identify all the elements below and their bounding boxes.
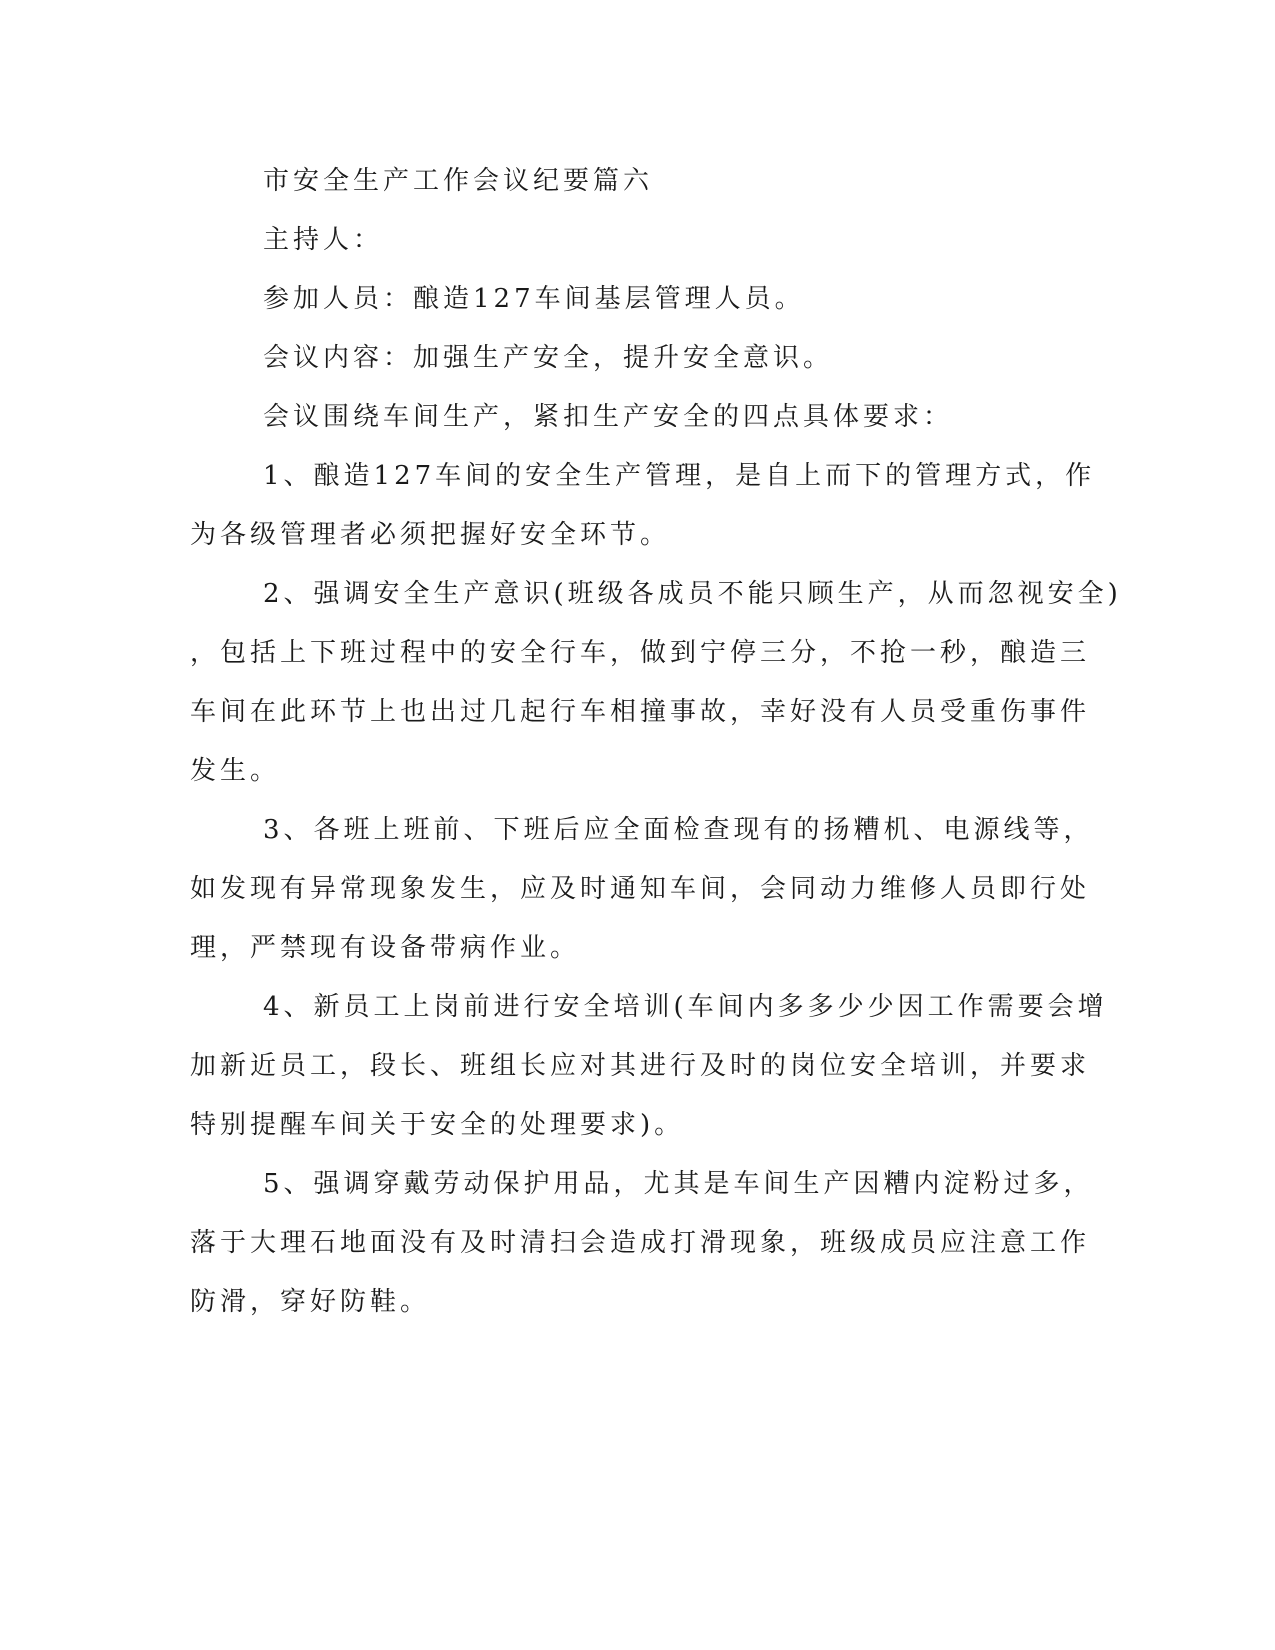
item-3-line-2: 如发现有异常现象发生，应及时通知车间，会同动力维修人员即行处 — [190, 874, 1091, 904]
intro-line: 会议围绕车间生产，紧扣生产安全的四点具体要求： — [263, 402, 954, 432]
item-5-line-3: 防滑，穿好防鞋。 — [190, 1287, 431, 1317]
item-2-line-2: ，包括上下班过程中的安全行车，做到宁停三分，不抢一秒，酿造三 — [190, 638, 1091, 668]
item-4-line-2: 加新近员工，段长、班组长应对其进行及时的岗位安全培训，并要求 — [190, 1051, 1091, 1081]
item-4-line-1: 4、新员工上岗前进行安全培训(车间内多多少少因工作需要会增 — [263, 992, 1108, 1022]
item-1-line-2: 为各级管理者必须把握好安全环节。 — [190, 520, 671, 550]
item-2-line-1: 2、强调安全生产意识(班级各成员不能只顾生产，从而忽视安全) — [263, 579, 1122, 609]
content-line: 会议内容：加强生产安全，提升安全意识。 — [263, 343, 834, 373]
item-3-line-3: 理，严禁现有设备带病作业。 — [190, 933, 581, 963]
item-5-line-2: 落于大理石地面没有及时清扫会造成打滑现象，班级成员应注意工作 — [190, 1228, 1091, 1258]
item-1-line-1: 1、酿造127车间的安全生产管理，是自上而下的管理方式，作 — [263, 461, 1096, 491]
item-3-line-1: 3、各班上班前、下班后应全面检查现有的扬糟机、电源线等， — [263, 815, 1094, 845]
item-5-line-1: 5、强调穿戴劳动保护用品，尤其是车间生产因糟内淀粉过多， — [263, 1169, 1094, 1199]
item-2-line-4: 发生。 — [190, 756, 281, 786]
host-line: 主持人： — [263, 225, 384, 255]
item-4-line-3: 特别提醒车间关于安全的处理要求)。 — [190, 1110, 685, 1140]
attendees-line: 参加人员：酿造127车间基层管理人员。 — [263, 284, 805, 314]
item-2-line-3: 车间在此环节上也出过几起行车相撞事故，幸好没有人员受重伤事件 — [190, 697, 1091, 727]
document-title: 市安全生产工作会议纪要篇六 — [263, 166, 654, 196]
